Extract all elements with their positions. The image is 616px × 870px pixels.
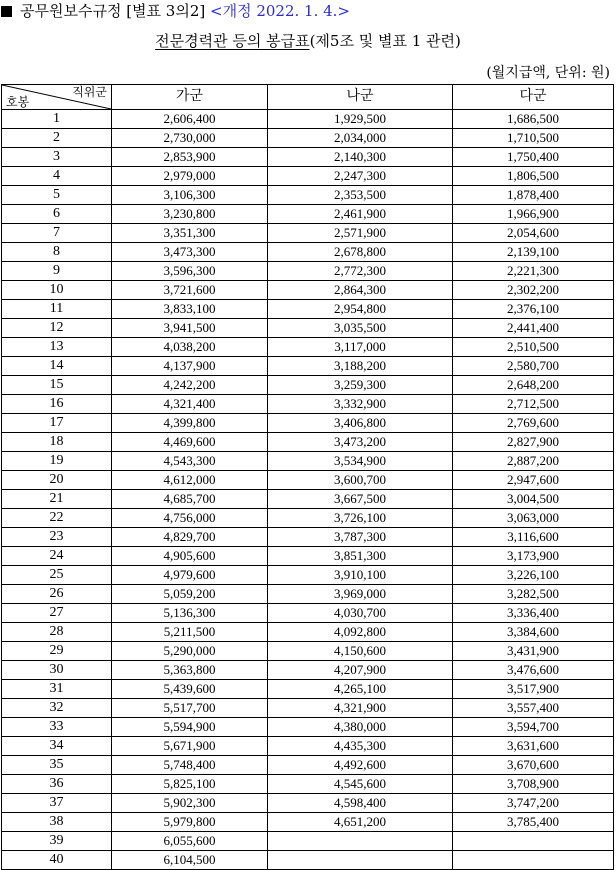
na-cell: 2,954,800 [268,300,453,319]
ga-cell: 3,106,300 [112,186,268,205]
da-cell: 3,476,600 [453,661,614,680]
na-cell: 2,140,300 [268,148,453,167]
step-cell: 26 [2,585,112,604]
ga-cell: 4,321,400 [112,395,268,414]
table-row [2,718,614,737]
column-header-na: 나군 [268,85,453,110]
da-cell: 2,827,900 [453,433,614,452]
table-row [2,661,614,680]
step-cell: 19 [2,452,112,471]
step-cell: 33 [2,718,112,737]
table-row [2,642,614,661]
table-row [2,509,614,528]
step-cell: 20 [2,471,112,490]
na-cell: 3,332,900 [268,395,453,414]
table-row [2,376,614,395]
step-cell: 27 [2,604,112,623]
na-cell: 2,034,000 [268,129,453,148]
na-cell: 2,247,300 [268,167,453,186]
table-row [2,566,614,585]
da-cell: 2,712,500 [453,395,614,414]
na-cell: 4,092,800 [268,623,453,642]
ga-cell: 6,104,500 [112,851,268,870]
step-cell: 5 [2,186,112,205]
na-cell: 3,726,100 [268,509,453,528]
na-cell: 3,473,200 [268,433,453,452]
ga-cell: 5,363,800 [112,661,268,680]
ga-cell: 4,242,200 [112,376,268,395]
ga-cell: 2,853,900 [112,148,268,167]
da-cell: 3,336,400 [453,604,614,623]
table-row [2,737,614,756]
corner-bottom-label: 호봉 [6,95,30,109]
step-cell: 13 [2,338,112,357]
da-cell: 2,648,200 [453,376,614,395]
step-cell: 11 [2,300,112,319]
ga-cell: 5,979,800 [112,813,268,832]
ga-cell: 5,059,200 [112,585,268,604]
table-row [2,851,614,870]
ga-cell: 2,979,000 [112,167,268,186]
ga-cell: 4,399,800 [112,414,268,433]
step-cell: 14 [2,357,112,376]
ga-cell: 2,730,000 [112,129,268,148]
ga-cell: 4,829,700 [112,528,268,547]
ga-cell: 4,756,000 [112,509,268,528]
da-cell: 1,878,400 [453,186,614,205]
table-row [2,471,614,490]
na-cell: 3,534,900 [268,452,453,471]
na-cell: 4,545,600 [268,775,453,794]
na-cell: 4,030,700 [268,604,453,623]
da-cell: 1,806,500 [453,167,614,186]
corner-header [2,85,112,110]
ga-cell: 5,211,500 [112,623,268,642]
na-cell: 3,035,500 [268,319,453,338]
da-cell: 2,947,600 [453,471,614,490]
da-cell: 3,517,900 [453,680,614,699]
ga-cell: 5,825,100 [112,775,268,794]
table-row [2,604,614,623]
regulation-name: 공무원보수규정 [별표 3의2] [20,2,206,20]
table-row [2,167,614,186]
da-cell: 3,785,400 [453,813,614,832]
table-row [2,338,614,357]
step-cell: 18 [2,433,112,452]
na-cell: 1,929,500 [268,110,453,129]
table-row [2,281,614,300]
step-cell: 34 [2,737,112,756]
black-square-icon [1,6,12,17]
na-cell [268,851,453,870]
na-cell: 2,571,900 [268,224,453,243]
da-cell: 3,173,900 [453,547,614,566]
ga-cell: 3,230,800 [112,205,268,224]
step-cell: 31 [2,680,112,699]
step-cell: 38 [2,813,112,832]
table-row [2,129,614,148]
amendment-link[interactable]: <개정 2022. 1. 4.> [210,2,351,20]
step-cell: 23 [2,528,112,547]
da-cell: 1,686,500 [453,110,614,129]
table-row [2,262,614,281]
step-cell: 21 [2,490,112,509]
step-cell: 9 [2,262,112,281]
step-cell: 28 [2,623,112,642]
step-cell: 1 [2,110,112,129]
da-cell: 2,510,500 [453,338,614,357]
da-cell: 2,580,700 [453,357,614,376]
table-row [2,205,614,224]
table-row [2,490,614,509]
ga-cell: 4,905,600 [112,547,268,566]
table-row [2,680,614,699]
na-cell: 2,864,300 [268,281,453,300]
table-row [2,395,614,414]
na-cell: 2,353,500 [268,186,453,205]
ga-cell: 4,979,600 [112,566,268,585]
ga-cell: 3,473,300 [112,243,268,262]
da-cell [453,832,614,851]
table-row [2,243,614,262]
regulation-header [0,0,616,22]
step-cell: 36 [2,775,112,794]
ga-cell: 5,439,600 [112,680,268,699]
na-cell: 3,667,500 [268,490,453,509]
table-row [2,224,614,243]
na-cell: 2,461,900 [268,205,453,224]
table-row [2,452,614,471]
table-row [2,756,614,775]
da-cell: 3,431,900 [453,642,614,661]
table-row [2,813,614,832]
table-row [2,414,614,433]
column-header-ga: 가군 [112,85,268,110]
step-cell: 15 [2,376,112,395]
table-row [2,148,614,167]
table-row [2,832,614,851]
step-cell: 17 [2,414,112,433]
step-cell: 3 [2,148,112,167]
da-cell: 2,441,400 [453,319,614,338]
table-row [2,528,614,547]
da-cell: 2,221,300 [453,262,614,281]
page-title-main: 전문경력관 등의 봉급표 [155,32,310,50]
step-cell: 8 [2,243,112,262]
na-cell: 3,406,800 [268,414,453,433]
da-cell: 3,670,600 [453,756,614,775]
step-cell: 7 [2,224,112,243]
na-cell: 3,188,200 [268,357,453,376]
da-cell: 3,557,400 [453,699,614,718]
ga-cell: 3,351,300 [112,224,268,243]
ga-cell: 4,685,700 [112,490,268,509]
da-cell: 3,063,000 [453,509,614,528]
step-cell: 35 [2,756,112,775]
da-cell: 3,226,100 [453,566,614,585]
step-cell: 4 [2,167,112,186]
na-cell: 4,651,200 [268,813,453,832]
na-cell: 3,117,000 [268,338,453,357]
ga-cell: 3,596,300 [112,262,268,281]
step-cell: 25 [2,566,112,585]
da-cell: 1,966,900 [453,205,614,224]
step-cell: 16 [2,395,112,414]
table-row [2,794,614,813]
na-cell: 4,265,100 [268,680,453,699]
da-cell: 1,710,500 [453,129,614,148]
ga-cell: 3,833,100 [112,300,268,319]
ga-cell: 4,038,200 [112,338,268,357]
ga-cell: 5,594,900 [112,718,268,737]
table-row [2,433,614,452]
da-cell: 3,594,700 [453,718,614,737]
page-title [0,30,616,52]
step-cell: 37 [2,794,112,813]
na-cell: 4,321,900 [268,699,453,718]
corner-top-label: 직위군 [72,85,107,99]
ga-cell: 5,136,300 [112,604,268,623]
ga-cell: 5,290,000 [112,642,268,661]
da-cell: 1,750,400 [453,148,614,167]
step-cell: 24 [2,547,112,566]
ga-cell: 5,517,700 [112,699,268,718]
ga-cell: 4,469,600 [112,433,268,452]
table-row [2,585,614,604]
ga-cell: 3,941,500 [112,319,268,338]
da-cell [453,851,614,870]
na-cell: 3,910,100 [268,566,453,585]
da-cell: 3,004,500 [453,490,614,509]
na-cell: 3,259,300 [268,376,453,395]
step-cell: 12 [2,319,112,338]
ga-cell: 2,606,400 [112,110,268,129]
step-cell: 10 [2,281,112,300]
da-cell: 3,747,200 [453,794,614,813]
na-cell: 4,435,300 [268,737,453,756]
da-cell: 3,116,600 [453,528,614,547]
da-cell: 2,376,100 [453,300,614,319]
da-cell: 3,631,600 [453,737,614,756]
step-cell: 40 [2,851,112,870]
table-row [2,319,614,338]
table-row [2,775,614,794]
na-cell: 4,598,400 [268,794,453,813]
table-row [2,547,614,566]
ga-cell: 5,902,300 [112,794,268,813]
ga-cell: 5,671,900 [112,737,268,756]
da-cell: 2,887,200 [453,452,614,471]
ga-cell: 4,612,000 [112,471,268,490]
na-cell: 4,492,600 [268,756,453,775]
table-header-row [2,85,614,110]
da-cell: 2,139,100 [453,243,614,262]
na-cell: 4,207,900 [268,661,453,680]
unit-note: (월지급액, 단위: 원) [486,65,610,81]
da-cell: 2,302,200 [453,281,614,300]
ga-cell: 4,543,300 [112,452,268,471]
da-cell: 3,708,900 [453,775,614,794]
step-cell: 29 [2,642,112,661]
table-row [2,623,614,642]
column-header-da: 다군 [453,85,614,110]
na-cell: 3,969,000 [268,585,453,604]
da-cell: 3,282,500 [453,585,614,604]
na-cell: 2,678,800 [268,243,453,262]
table-row [2,357,614,376]
na-cell: 4,380,000 [268,718,453,737]
na-cell [268,832,453,851]
table-body [2,110,614,870]
step-cell: 39 [2,832,112,851]
da-cell: 2,769,600 [453,414,614,433]
page-title-sub: (제5조 및 별표 1 관련) [309,32,461,50]
salary-table [1,84,614,870]
step-cell: 32 [2,699,112,718]
table-row [2,699,614,718]
ga-cell: 5,748,400 [112,756,268,775]
step-cell: 22 [2,509,112,528]
na-cell: 3,787,300 [268,528,453,547]
ga-cell: 3,721,600 [112,281,268,300]
na-cell: 3,600,700 [268,471,453,490]
da-cell: 3,384,600 [453,623,614,642]
table-row [2,110,614,129]
ga-cell: 4,137,900 [112,357,268,376]
ga-cell: 6,055,600 [112,832,268,851]
table-row [2,300,614,319]
step-cell: 2 [2,129,112,148]
table-row [2,186,614,205]
na-cell: 2,772,300 [268,262,453,281]
step-cell: 6 [2,205,112,224]
step-cell: 30 [2,661,112,680]
da-cell: 2,054,600 [453,224,614,243]
na-cell: 4,150,600 [268,642,453,661]
na-cell: 3,851,300 [268,547,453,566]
